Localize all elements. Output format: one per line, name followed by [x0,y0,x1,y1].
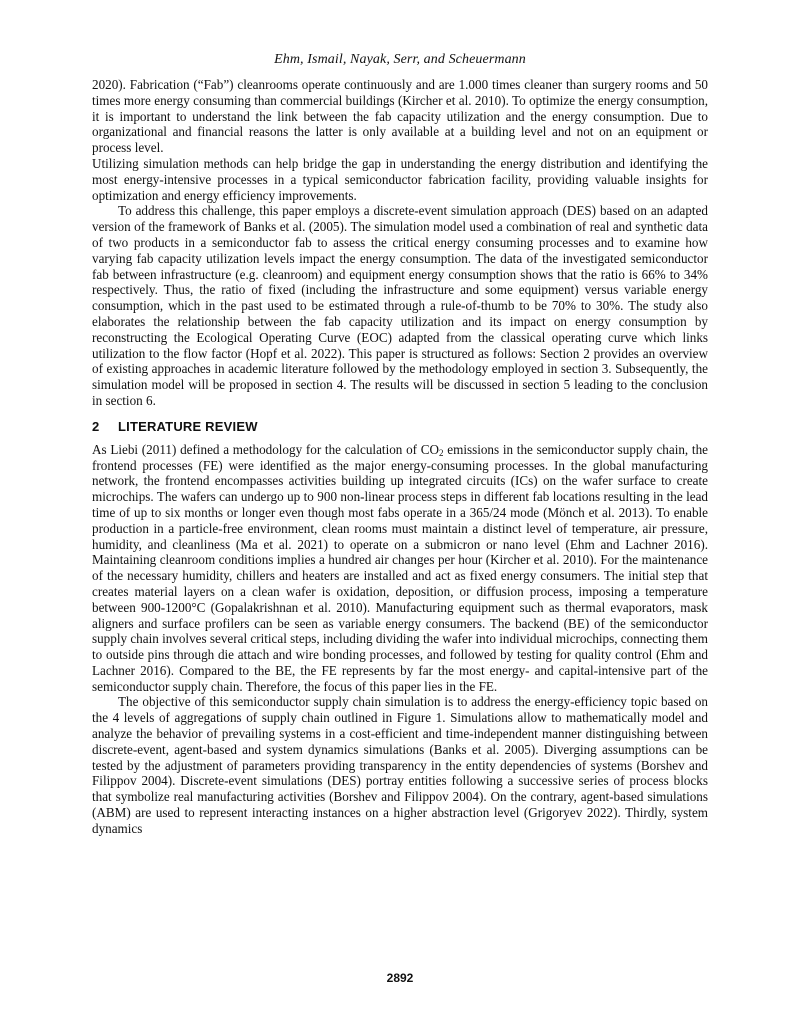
section-paragraph-1 [92,442,708,695]
co2-subscript: 2 [439,447,444,458]
running-header: Ehm, Ismail, Nayak, Serr, and Scheuermann [274,52,526,67]
section-title: LITERATURE REVIEW [118,418,258,434]
section-heading [92,419,708,434]
paper-page [92,52,708,837]
body-paragraph-2: Utilizing simulation methods can help bridge the gap in understanding the energy distribution and identifying the most energy-intensive processes in a typical semiconductor fabrication facility, providing valuable insights for optimization and energy efficiency improvements. [92,155,708,203]
section-paragraph-2: The objective of this semiconductor supply chain simulation is to address the energy-efficiency topic based on the 4 levels of aggregations of supply chain outlined in Figure 1. Simulations allow to mathematically model and analyze the behavior of prevailing systems in a cost-efficient and time-independent manner distinguishing between discrete-event, agent-based and system dynamics simulations (Banks et al. 2005). Diverging assumptions can be tested by the adjustment of parameters providing transparency in the entity dependencies of systems (Borshev and Filippov 2004). Discrete-event simulations (DES) portray entities following a successive series of process blocks that symbolize real manufacturing activities (Borshev and Filippov 2004). On the contrary, agent-based simulations (ABM) are used to represent interacting instances on a higher abstraction level (Grigoryev 2022). Thirdly, system dynamics [92,694,708,836]
section-paragraph-1-text-b: emissions in the semiconductor supply chain, the frontend processes (FE) were identified as the major energy-consuming processes. In the global manufacturing network, the frontend encompasses activities building up integrated circuits (ICs) on the wafer surface to create microchips. The wafers can undergo up to 900 non-linear process steps in different fab locations resulting in the lead time of up to six months or longer even though most fabs operate in a 365/24 mode (Mönch et al. 2013). To enable production in a particle-free environment, clean rooms must maintain a distinct level of temperature, air pressure, humidity, and cleanliness (Ma et al. 2021) to operate on a submicron or nano level (Ehm and Lachner 2016). Maintaining cleanroom conditions implies a hundred air changes per hour (Kircher et al. 2010). For the maintenance of the necessary humidity, chillers and heaters are installed and act as fixed energy consumers. The initial step that creates material layers on a clean wafer is oxidation, deposition, or diffusion process, imposing a temperature between 900-1200°C (Gopalakrishnan et al. 2010). Manufacturing equipment such as thermal evaporators, mask aligners and surface profilers can be seen as variable energy consumers. The backend (BE) of the semiconductor supply chain involves several critical steps, including dividing the wafer into individual microchips, connecting them to outside pins through die attach and wire bonding processes, and followed by testing for quality control (Ehm and Lachner 2016). Compared to the BE, the FE represents by far the most energy- and capital-intensive part of the semiconductor supply chain. Therefore, the focus of this paper lies in the FE. [92,441,709,694]
page-number: 2892 [386,971,414,985]
section-paragraph-1-text-a: As Liebi (2011) defined a methodology for the calculation of CO [92,441,440,457]
body-paragraph-3: To address this challenge, this paper employs a discrete-event simulation approach (DES) based on an adapted version of the framework of Banks et al. (2005). The simulation model used a combination of real and synthetic data of two products in a semiconductor fab to assess the critical energy consuming processes and to examine how varying fab capacity utilization levels impact the energy consumption. The data of the investigated semiconductor fab between infrastructure (e.g. cleanroom) and equipment energy consumption shows that the ratio is 66% to 34% respectively. Thus, the ratio of fixed (including the infrastructure and some equipment) versus variable energy consumption, which in the past used to be estimated through a rule-of-thumb to be 70% to 30%. The study also elaborates the relationship between the fab capacity utilization and its impact on energy consumption by reconstructing the Ecological Operating Curve (EOC) adapted from the classical operating curve which links utilization to the flow factor (Hopf et al. 2022). This paper is structured as follows: Section 2 provides an overview of existing approaches in academic literature followed by the methodology employed in section 3. Subsequently, the simulation model will be proposed in section 4. The results will be discussed in section 5 leading to the conclusion in section 6. [92,203,708,408]
body-paragraph-1: 2020). Fabrication (“Fab”) cleanrooms operate continuously and are 1.000 times cleaner than surgery rooms and 50 times more energy consuming than commercial buildings (Kircher et al. 2010). To optimize the energy consumption, it is important to understand the link between the fab capacity utilization and the energy consumption. Due to organizational and financial reasons the latter is only available at a building level and not on an equipment or process level. [92,77,708,156]
section-number: 2 [92,418,100,434]
